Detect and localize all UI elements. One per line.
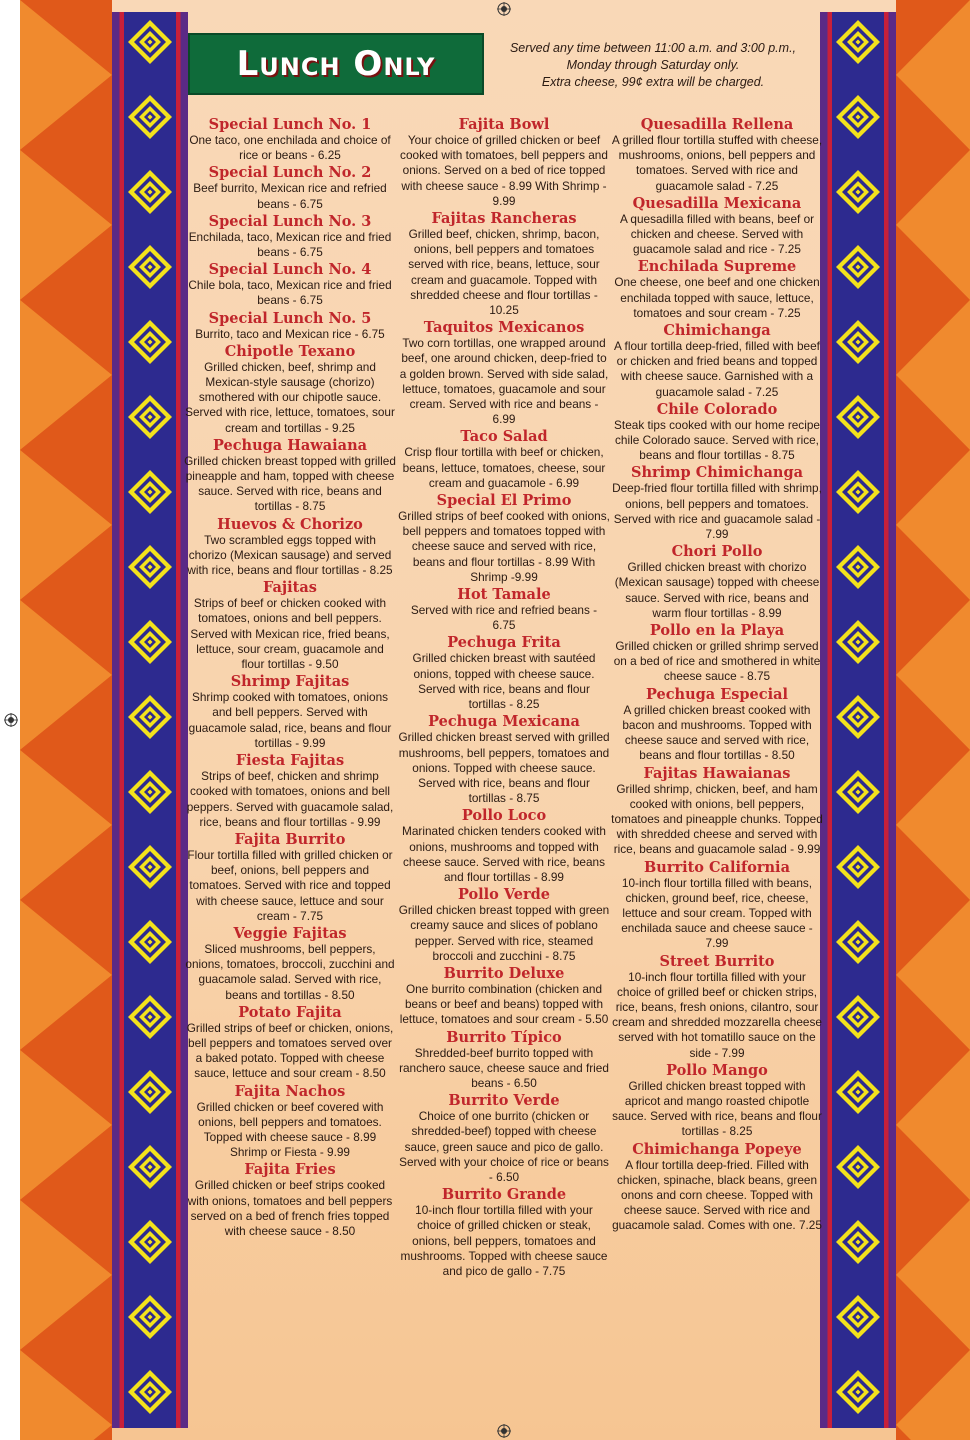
- menu-item-name: Fajita Bowl: [458, 116, 550, 133]
- menu-item-name: Pechuga Hawaiana: [212, 436, 368, 454]
- diamond-ornament-icon: [836, 320, 880, 364]
- menu-item: [611, 116, 823, 194]
- diamond-ornament-icon: [836, 20, 880, 64]
- menu-item: [611, 401, 823, 464]
- menu-item-description: Grilled beef, chicken, shrimp, bacon, onions, bell peppers and tomatoes served with rice, beans, lettuce, sour cream and guacamole. Topped with shredded cheese and flour tortillas - 10.25: [408, 227, 600, 318]
- menu-item: [184, 1004, 396, 1082]
- diamond-ornament-icon: [128, 395, 172, 439]
- menu-item-description: Enchilada, taco, Mexican rice and fried beans - 6.75: [188, 229, 392, 260]
- menu-item: [611, 543, 823, 621]
- menu-page: [20, 0, 970, 1440]
- menu-item-name: Fajita Burrito: [234, 830, 346, 848]
- diamond-ornament-icon: [128, 1295, 172, 1339]
- menu-item-description: Grilled chicken breast topped with grilled pineapple and ham, topped with cheese sauce. Served with rice, beans and tortillas - 8.75: [184, 453, 396, 514]
- menu-item: [184, 116, 396, 163]
- menu-item-description: Grilled chicken breast topped with apricot and mango roasted chipotle sauce. Served with rice, beans and flour tortillas - 8.25: [612, 1078, 822, 1139]
- menu-item-name: Fajita Nachos: [234, 1082, 346, 1100]
- menu-item: [184, 752, 396, 830]
- menu-item-name: Pechuga Especial: [645, 685, 789, 703]
- left-decorative-band: [112, 12, 188, 1428]
- menu-item-name: Quesadilla Rellena: [640, 116, 794, 133]
- menu-item-description: One cheese, one beef and one chicken enchilada topped with sauce, lettuce, tomatoes and sour cream - 7.25: [614, 275, 820, 320]
- menu-item-description: A grilled chicken breast cooked with bacon and mushrooms. Topped with cheese sauce and served with rice, beans and flour tortillas - 8.50: [622, 702, 812, 763]
- menu-item: [611, 1062, 823, 1140]
- menu-item-name: Street Burrito: [659, 952, 775, 970]
- diamond-ornament-icon: [836, 770, 880, 814]
- menu-item-name: Special Lunch No. 1: [208, 116, 372, 133]
- menu-item: [398, 116, 610, 209]
- menu-item: [611, 686, 823, 764]
- menu-item-description: Choice of one burrito (chicken or shredded-beef) topped with cheese sauce, green sauce and pico de gallo. Served with your choice of rice or beans - 6.50: [399, 1109, 609, 1184]
- menu-item: [398, 1029, 610, 1092]
- served-line: Extra cheese, 99¢ extra will be charged.: [541, 75, 765, 89]
- served-line: Served any time between 11:00 a.m. and 3:00 p.m.,: [509, 41, 797, 55]
- menu-item: [398, 713, 610, 806]
- served-note: [498, 40, 808, 91]
- menu-item: [611, 953, 823, 1061]
- menu-item-name: Chimichanga Popeye: [632, 1140, 802, 1158]
- menu-item-description: Marinated chicken tenders cooked with onions, mushrooms and topped with cheese sauce. Served with rice, beans and flour tortillas - 8.99: [402, 824, 606, 884]
- menu-item-name: Burrito Verde: [448, 1092, 560, 1110]
- menu-item-name: Pollo Loco: [461, 807, 547, 825]
- menu-item: [184, 831, 396, 924]
- menu-item-name: Burrito Grande: [441, 1186, 567, 1204]
- diamond-ornament-icon: [836, 1145, 880, 1189]
- menu-item: [184, 213, 396, 260]
- menu-item-name: Enchilada Supreme: [637, 258, 797, 276]
- diamond-ornament-icon: [128, 545, 172, 589]
- menu-item-name: Pechuga Frita: [447, 634, 561, 652]
- left-diamond-panel: [20, 0, 112, 1440]
- menu-item-name: Burrito Típico: [446, 1028, 562, 1046]
- menu-item: [398, 634, 610, 712]
- served-line: Monday through Saturday only.: [566, 58, 740, 72]
- menu-item-description: Shredded-beef burrito topped with ranchero sauce, cheese sauce and fried beans - 6.50: [399, 1045, 609, 1090]
- menu-item-description: Your choice of grilled chicken or beef cooked with tomatoes, bell peppers and onions. Served on a bed of rice topped with cheese sauce - 8.99 With Shrimp - 9.99: [400, 133, 608, 208]
- menu-item-name: Special Lunch No. 4: [208, 261, 372, 279]
- diamond-ornament-icon: [836, 1370, 880, 1414]
- menu-item-name: Shrimp Chimichanga: [631, 464, 803, 482]
- menu-item: [398, 319, 610, 427]
- menu-item-description: One taco, one enchilada and choice of rice or beans - 6.25: [189, 133, 391, 163]
- diamond-ornament-icon: [836, 1070, 880, 1114]
- menu-item-name: Huevos & Chorizo: [217, 515, 363, 533]
- menu-item-name: Pechuga Mexicana: [428, 713, 580, 731]
- menu-item-description: Two corn tortillas, one wrapped around beef, one around chicken, deep-fried to a golden brown. Served with side salad, lettuce, tomatoes, guacamole and sour cream. Served with rice and beans - 6.99: [399, 336, 609, 427]
- menu-item: [611, 622, 823, 685]
- menu-column-3: [611, 116, 823, 1235]
- menu-item-name: Burrito Deluxe: [443, 964, 565, 982]
- menu-item-description: Grilled chicken, beef, shrimp and Mexican-style sausage (chorizo) smothered with our chipotle sauce. Served with rice, lettuce, tomatoes, sour cream and tortillas - 9.25: [185, 359, 395, 435]
- diamond-ornament-icon: [128, 1220, 172, 1264]
- menu-item-name: Taquitos Mexicanos: [423, 319, 585, 337]
- menu-item: [611, 195, 823, 258]
- menu-item-name: Special Lunch No. 5: [208, 309, 372, 327]
- menu-item-name: Fiesta Fajitas: [235, 752, 345, 770]
- menu-item: [398, 586, 610, 633]
- menu-item-name: Special Lunch No. 2: [208, 164, 372, 182]
- diamond-ornament-icon: [836, 920, 880, 964]
- menu-item: [184, 673, 396, 751]
- menu-item-name: Pollo en la Playa: [649, 622, 785, 640]
- menu-item-description: Grilled chicken breast topped with green creamy sauce and slices of poblano pepper. Served with rice, steamed broccoli and zucchini - 8.75: [398, 903, 610, 963]
- menu-item: [184, 1083, 396, 1161]
- menu-item-name: Fajitas: [263, 579, 317, 597]
- menu-item-description: 10-inch flour tortilla filled with your choice of grilled chicken or steak, onions, bell peppers, tomatoes and mushrooms. Topped with cheese sauce and pico de gallo - 7.75: [400, 1203, 608, 1278]
- diamond-ornament-icon: [836, 695, 880, 739]
- diamond-ornament-icon: [836, 245, 880, 289]
- menu-item-name: Shrimp Fajitas: [230, 673, 350, 691]
- diamond-ornament-icon: [128, 695, 172, 739]
- menu-item: [611, 258, 823, 321]
- menu-item-description: Grilled chicken or grilled shrimp served on a bed of rice and smothered in white cheese sauce - 8.75: [613, 639, 821, 684]
- menu-item-name: Fajitas Rancheras: [431, 210, 577, 228]
- right-decorative-band: [820, 12, 896, 1428]
- menu-item: [398, 492, 610, 585]
- registration-mark-icon: [497, 1424, 511, 1438]
- menu-item-description: Grilled strips of beef or chicken, onions, bell peppers and tomatoes served over a baked potato. Topped with cheese sauce, lettuce and sour cream - 8.50: [186, 1020, 394, 1081]
- diamond-ornament-icon: [836, 470, 880, 514]
- menu-column-2: [398, 116, 610, 1280]
- diamond-ornament-icon: [128, 770, 172, 814]
- menu-item: [184, 579, 396, 672]
- menu-item-name: Special El Primo: [436, 492, 572, 510]
- menu-item: [398, 965, 610, 1028]
- menu-item-name: Chile Colorado: [656, 400, 778, 418]
- diamond-ornament-icon: [836, 1220, 880, 1264]
- title-banner: [188, 33, 484, 95]
- menu-item: [398, 210, 610, 318]
- menu-item-name: Fajita Fries: [244, 1161, 336, 1179]
- diamond-ornament-icon: [128, 620, 172, 664]
- diamond-ornament-icon: [128, 470, 172, 514]
- menu-item-name: Chori Pollo: [671, 543, 763, 561]
- diamond-ornament-icon: [128, 245, 172, 289]
- menu-item: [184, 437, 396, 515]
- diamond-ornament-icon: [128, 845, 172, 889]
- diamond-ornament-icon: [836, 95, 880, 139]
- menu-item-description: Grilled chicken breast with sautéed onions, topped with cheese sauce. Served with rice, beans and flour tortillas - 8.25: [412, 651, 596, 712]
- menu-item: [611, 322, 823, 400]
- menu-item: [184, 516, 396, 579]
- menu-item-description: A grilled flour tortilla stuffed with cheese, mushrooms, onions, bell peppers and tomatoes. Served with rice and guacamole salad - 7.25: [611, 133, 823, 193]
- menu-item: [398, 428, 610, 491]
- menu-item-description: Sliced mushrooms, bell peppers, onions, tomatoes, broccoli, zucchini and guacamole salad. Served with rice, beans and tortillas - 8.50: [185, 941, 395, 1002]
- menu-item: [184, 310, 396, 342]
- diamond-ornament-icon: [128, 995, 172, 1039]
- diamond-ornament-icon: [128, 1370, 172, 1414]
- menu-item: [398, 1092, 610, 1185]
- menu-item: [398, 1186, 610, 1279]
- menu-item-name: Pollo Verde: [457, 886, 551, 904]
- diamond-ornament-icon: [836, 995, 880, 1039]
- menu-item-description: Grilled chicken or beef covered with onions, bell peppers and tomatoes. Topped with cheese sauce - 8.99 Shrimp or Fiesta - 9.99: [196, 1099, 384, 1160]
- menu-item-name: Chipotle Texano: [224, 342, 356, 360]
- menu-item: [611, 765, 823, 858]
- menu-item-name: Fajitas Hawaianas: [643, 764, 791, 782]
- diamond-ornament-icon: [836, 545, 880, 589]
- menu-item-description: 10-inch flour tortilla filled with beans, chicken, ground beef, rice, cheese, lettuce and sour cream. Topped with enchilada sauce and cheese sauce - 7.99: [621, 875, 813, 951]
- diamond-ornament-icon: [128, 320, 172, 364]
- menu-item-description: Chile bola, taco, Mexican rice and fried beans - 6.75: [188, 278, 392, 308]
- diamond-ornament-icon: [836, 620, 880, 664]
- diamond-ornament-icon: [128, 1145, 172, 1189]
- menu-item: [611, 1141, 823, 1234]
- menu-item-description: Grilled chicken breast with chorizo (Mexican sausage) topped with cheese sauce. Served with rice, beans and warm flour tortillas - 8.99: [614, 560, 820, 620]
- menu-item: [398, 886, 610, 964]
- menu-item-description: Two scrambled eggs topped with chorizo (Mexican sausage) and served with rice, beans and flour tortillas - 8.25: [187, 532, 393, 578]
- menu-item-description: Burrito, taco and Mexican rice - 6.75: [195, 326, 385, 341]
- menu-item-description: Grilled shrimp, chicken, beef, and ham cooked with onions, bell peppers, tomatoes and pineapple chunks. Topped with shredded cheese and served with rice, beans and guacamole salad - 9.99: [611, 781, 823, 857]
- diamond-ornament-icon: [128, 20, 172, 64]
- page-title: Lunch Only: [236, 44, 436, 84]
- menu-item-description: Steak tips cooked with our home recipe chile Colorado sauce. Served with rice, beans and flour tortillas - 8.75: [614, 417, 820, 463]
- menu-item: [184, 1161, 396, 1239]
- menu-item-name: Special Lunch No. 3: [208, 212, 372, 230]
- menu-item-description: Crisp flour tortilla with beef or chicken, beans, lettuce, tomatoes, cheese, sour cream and guacamole - 6.99: [402, 445, 606, 490]
- menu-item-description: Strips of beef, chicken and shrimp cooked with tomatoes, onions and bell peppers. Served with guacamole salad, rice, beans and flour tortillas - 9.99: [186, 769, 394, 829]
- menu-item: [184, 343, 396, 436]
- menu-item-description: Grilled strips of beef cooked with onions, bell peppers and tomatoes topped with cheese sauce and served with rice, beans and flour tortillas - 8.99 With Shrimp -9.99: [398, 509, 610, 584]
- registration-mark-icon: [4, 713, 18, 727]
- menu-item-description: Shrimp cooked with tomatoes, onions and bell peppers. Served with guacamole salad, rice, beans and flour tortillas - 9.99: [188, 690, 392, 750]
- diamond-ornament-icon: [128, 920, 172, 964]
- menu-item-description: Served with rice and refried beans - 6.75: [410, 603, 598, 633]
- menu-item: [184, 261, 396, 308]
- menu-item-description: 10-inch flour tortilla filled with your choice of grilled beef or chicken strips, rice, beans, fresh onions, cilantro, sour cream and shredded mozzarella cheese served with hot tomatillo sauce on the side - 7.99: [612, 969, 822, 1060]
- diamond-ornament-icon: [836, 170, 880, 214]
- menu-item-name: Potato Fajita: [238, 1003, 342, 1021]
- menu-item-description: Grilled chicken breast served with grilled mushrooms, bell peppers, tomatoes and onions. Topped with cheese sauce. Served with rice, beans and flour tortillas - 8.75: [398, 730, 610, 806]
- menu-column-1: [184, 116, 396, 1240]
- menu-item-name: Veggie Fajitas: [233, 924, 347, 942]
- diamond-ornament-icon: [836, 845, 880, 889]
- menu-item-description: One burrito combination (chicken and beans or beef and beans) topped with lettuce, tomatoes and sour cream - 5.50: [399, 981, 609, 1027]
- menu-item-description: A flour tortilla deep-fried. Filled with chicken, spinache, black beans, green onons and corn cheese. Topped with cheese sauce. Served with rice and guacamole salad. Comes with one. 7.25: [612, 1157, 822, 1233]
- diamond-ornament-icon: [836, 395, 880, 439]
- menu-item: [611, 859, 823, 952]
- diamond-ornament-icon: [836, 1295, 880, 1339]
- menu-item-name: Chimichanga: [663, 322, 771, 340]
- menu-item-description: Deep-fried flour tortilla filled with shrimp, onions, bell peppers and tomatoes. Served with rice and guacamole salad - 7.99: [612, 481, 822, 542]
- menu-item-description: Strips of beef or chicken cooked with tomatoes, onions and bell peppers. Served with Mexican rice, fried beans, lettuce, sour cream, guacamole and flour tortillas - 9.50: [190, 596, 390, 672]
- menu-item: [611, 464, 823, 542]
- menu-item-description: A flour tortilla deep-fried, filled with beef or chicken and fried beans and topped with cheese sauce. Garnished with a guacamole salad - 7.25: [614, 339, 820, 399]
- menu-item: [184, 925, 396, 1003]
- menu-item-description: Beef burrito, Mexican rice and refried beans - 6.75: [193, 181, 387, 211]
- menu-item: [184, 164, 396, 211]
- menu-item: [398, 807, 610, 885]
- right-diamond-panel: [896, 0, 970, 1440]
- menu-item-description: Grilled chicken or beef strips cooked with onions, tomatoes and bell peppers served on a bed of french fries topped with cheese sauce - 8.50: [187, 1178, 393, 1238]
- registration-mark-icon: [497, 2, 511, 16]
- menu-item-description: Flour tortilla filled with grilled chicken or beef, onions, bell peppers and tomatoes. Served with rice and topped with cheese sauce, lettuce and sour cream - 7.75: [187, 847, 393, 923]
- diamond-ornament-icon: [128, 1070, 172, 1114]
- diamond-ornament-icon: [128, 95, 172, 139]
- menu-item-name: Quesadilla Mexicana: [632, 194, 802, 212]
- menu-item-description: A quesadilla filled with beans, beef or chicken and cheese. Served with guacamole salad and rice - 7.25: [619, 211, 815, 257]
- menu-item-name: Hot Tamale: [457, 586, 551, 604]
- diamond-ornament-icon: [128, 170, 172, 214]
- menu-item-name: Pollo Mango: [666, 1061, 768, 1079]
- menu-item-name: Burrito California: [644, 858, 790, 876]
- menu-item-name: Taco Salad: [460, 428, 548, 446]
